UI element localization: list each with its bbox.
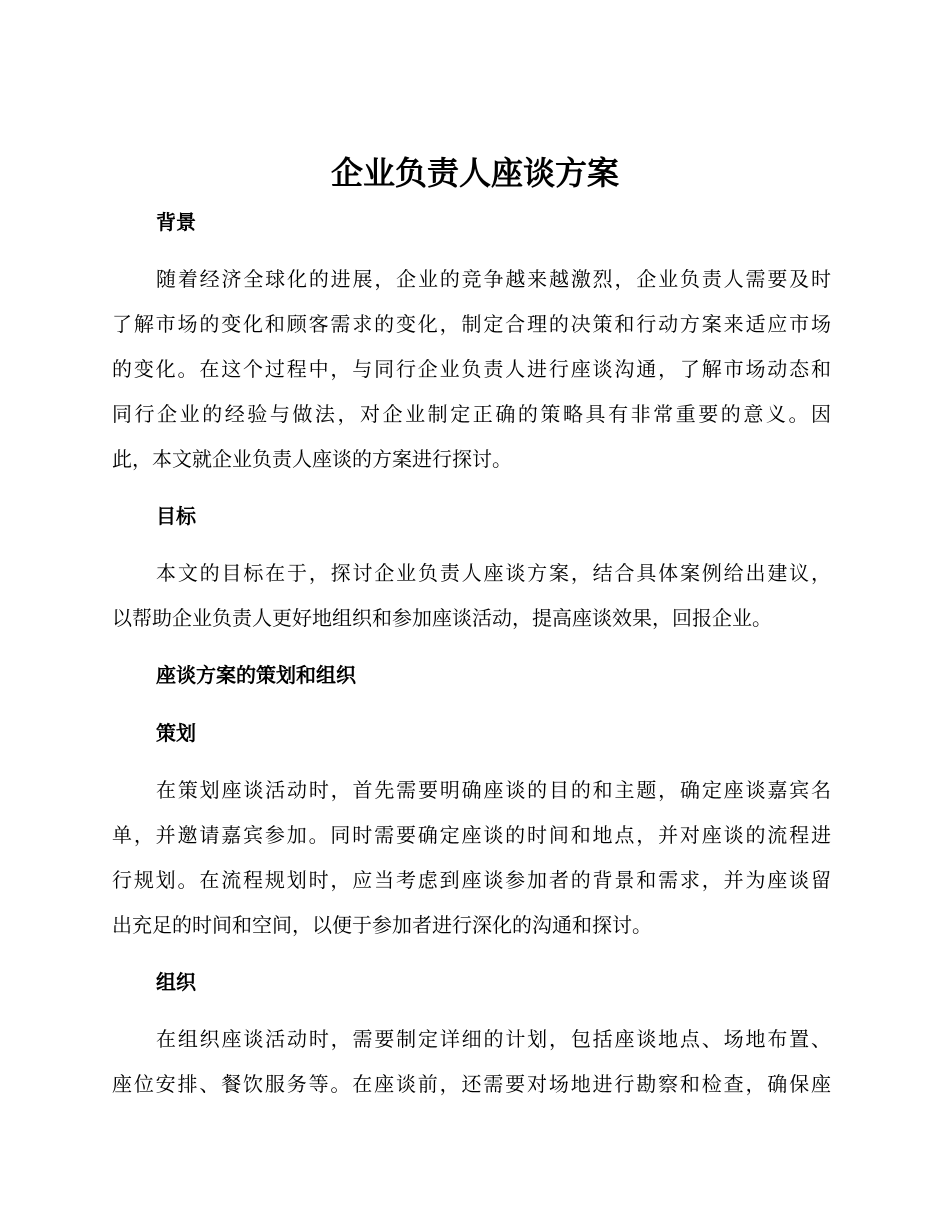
paragraph-line: 了解市场的变化和顾客需求的变化，制定合理的决策和行动方案来适应市场	[112, 312, 831, 336]
section-heading-planning-organization: 座谈方案的策划和组织	[156, 663, 356, 687]
paragraph-line: 以帮助企业负责人更好地组织和参加座谈活动，提高座谈效果，回报企业。	[112, 606, 772, 630]
document-title: 企业负责人座谈方案	[330, 154, 619, 192]
section-heading-organization: 组织	[156, 970, 196, 994]
section-heading-goal: 目标	[156, 504, 196, 528]
paragraph-line: 行规划。在流程规划时，应当考虑到座谈参加者的背景和需求，并为座谈留	[112, 868, 831, 892]
paragraph-line: 单，并邀请嘉宾参加。同时需要确定座谈的时间和地点，并对座谈的流程进	[112, 823, 831, 847]
paragraph-line: 在组织座谈活动时，需要制定详细的计划，包括座谈地点、场地布置、	[156, 1027, 831, 1051]
paragraph-line: 出充足的时间和空间，以便于参加者进行深化的沟通和探讨。	[112, 913, 652, 937]
paragraph-line: 的变化。在这个过程中，与同行企业负责人进行座谈沟通，了解市场动态和	[112, 357, 831, 381]
section-heading-background: 背景	[156, 210, 196, 234]
paragraph-line: 座位安排、餐饮服务等。在座谈前，还需要对场地进行勘察和检查，确保座	[112, 1072, 831, 1096]
paragraph-line: 此，本文就企业负责人座谈的方案进行探讨。	[112, 447, 512, 471]
paragraph-line: 在策划座谈活动时，首先需要明确座谈的目的和主题，确定座谈嘉宾名	[156, 778, 831, 802]
paragraph-line: 随着经济全球化的进展，企业的竞争越来越激烈，企业负责人需要及时	[156, 267, 831, 291]
section-heading-planning: 策划	[156, 721, 196, 745]
paragraph-line: 同行企业的经验与做法，对企业制定正确的策略具有非常重要的意义。因	[112, 402, 831, 426]
paragraph-line: 本文的目标在于，探讨企业负责人座谈方案，结合具体案例给出建议，	[156, 561, 831, 585]
